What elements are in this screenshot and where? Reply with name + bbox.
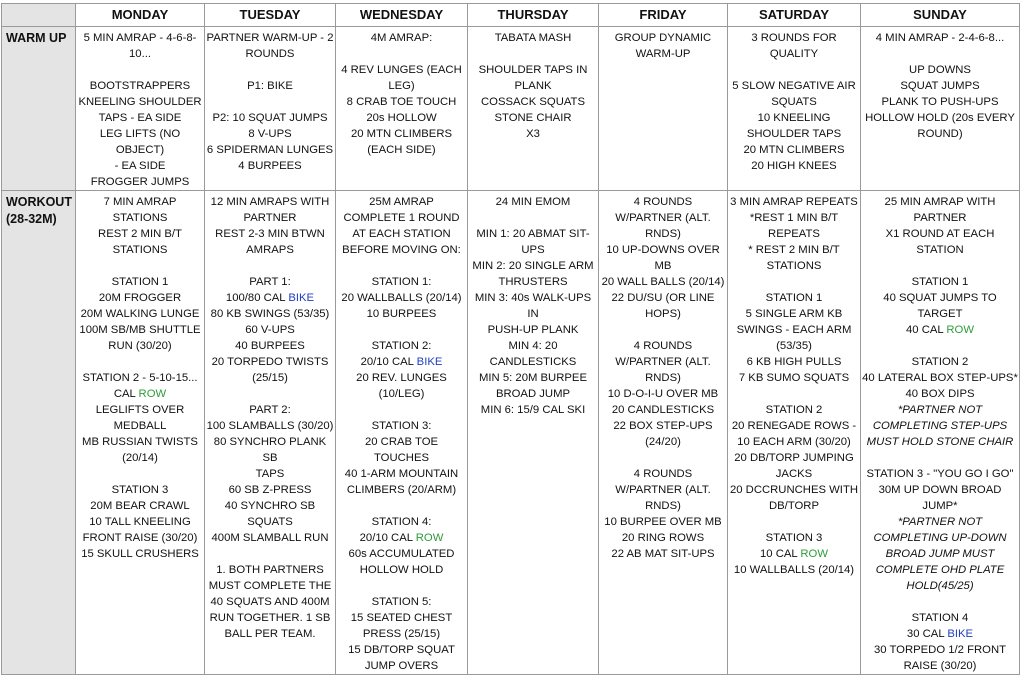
day-header-sunday: SUNDAY (861, 4, 1020, 27)
workout-row-label: WORKOUT (28-32M) (2, 191, 76, 675)
warmup-row (2, 27, 1020, 191)
workout-text: 7 MIN AMRAP STATIONS REST 2 MIN B/T STATIONS STATION 1 20M FROGGER 20M WALKING LUNGE 100M SB/MB SHUTTLE RUN (30/20) STATION 2 - 5-10-15... CAL (79, 196, 201, 400)
workout-sunday (861, 191, 1020, 675)
workout-text: 10 WALLBALLS (20/14) (733, 564, 855, 576)
workout-wednesday (336, 191, 468, 675)
workout-text: 12 MIN AMRAPS WITH PARTNER REST 2-3 MIN BTWN AMRAPS PART 1: 100/80 CAL (210, 196, 330, 304)
workout-text: 30 TORPEDO 1/2 FRONT RAISE (30/20) (873, 644, 1007, 672)
bike-highlight: BIKE (947, 628, 974, 640)
partner-note: *PARTNER NOT COMPLETING UP-DOWN BROAD JUMP MUST COMPLETE OHD PLATE HOLD(45/25) (873, 516, 1007, 592)
day-header-monday: MONDAY (76, 4, 205, 27)
day-header-tuesday: TUESDAY (205, 4, 336, 27)
warmup-friday: GROUP DYNAMIC WARM-UP (599, 27, 728, 191)
warmup-thursday: TABATA MASH SHOULDER TAPS IN PLANK COSSACK SQUATS STONE CHAIR X3 (468, 27, 599, 191)
workout-text: LEGLIFTS OVER MEDBALL MB RUSSIAN TWISTS (20/14) STATION 3 20M BEAR CRAWL 10 TALL KNEELING FRONT RAISE (30/20) 15 SKULL CRUSHERS (81, 404, 199, 560)
warmup-row-label: WARM UP (2, 27, 76, 191)
day-header-saturday: SATURDAY (728, 4, 861, 27)
workout-text: STATION 4 30 CAL (906, 612, 969, 640)
weekly-workout-schedule (1, 3, 1020, 675)
day-header-wednesday: WEDNESDAY (336, 4, 468, 27)
workout-saturday (728, 191, 861, 675)
workout-text: 60s ACCUMULATED HOLLOW HOLD STATION 5: 15 SEATED CHEST PRESS (25/15) 15 DB/TORP SQUAT JUMP OVERS (348, 548, 455, 672)
warmup-wednesday: 4M AMRAP: 4 REV LUNGES (EACH LEG) 8 CRAB TOE TOUCH 20s HOLLOW 20 MTN CLIMBERS (EACH SIDE) (336, 27, 468, 191)
workout-text: STATION 3 - "YOU GO I GO" 30M UP DOWN BROAD JUMP* (866, 468, 1014, 512)
workout-monday (76, 191, 205, 675)
workout-text: STATION 2 40 LATERAL BOX STEP-UPS* 40 BOX DIPS (862, 356, 1018, 400)
workout-text: 20 REV. LUNGES (10/LEG) STATION 3: 20 CRAB TOE TOUCHES 40 1-ARM MOUNTAIN CLIMBERS (20/ARM) STATION 4: 20/10 CAL (344, 372, 459, 544)
workout-text: 80 KB SWINGS (53/35) 60 V-UPS 40 BURPEES 20 TORPEDO TWISTS (25/15) PART 2: 100 SLAMBALLS (30/20) 80 SYNCHRO PLANK SB TAPS 60 SB Z-PRESS 40 SYNCHRO SB SQUATS 400M SLAMBALL RUN 1. BOTH PARTNERS MUST COMPLETE THE 40 SQUATS AND 400M RUN TOGETHER. 1 SB BALL PER TEAM. (206, 308, 334, 640)
day-header-thursday: THURSDAY (468, 4, 599, 27)
day-header-friday: FRIDAY (599, 4, 728, 27)
workout-text: 3 MIN AMRAP REPEATS *REST 1 MIN B/T REPEATS * REST 2 MIN B/T STATIONS STATION 1 5 SINGLE ARM KB SWINGS - EACH ARM (53/35) 6 KB HIGH PULLS 7 KB SUMO SQUATS STATION 2 20 RENEGADE ROWS - 10 EACH ARM (30/20) 20 DB/TORP JUMPING JACKS 20 DCCRUNCHES WITH DB/TORP STATION 3 10 CAL (729, 196, 859, 560)
warmup-sunday: 4 MIN AMRAP - 2-4-6-8... UP DOWNS SQUAT JUMPS PLANK TO PUSH-UPS HOLLOW HOLD (20s EVERY ROUND) (861, 27, 1020, 191)
row-highlight: ROW (800, 548, 828, 560)
row-highlight: ROW (138, 388, 167, 400)
warmup-saturday: 3 ROUNDS FOR QUALITY 5 SLOW NEGATIVE AIR SQUATS 10 KNEELING SHOULDER TAPS 20 MTN CLIMBERS 20 HIGH KNEES (728, 27, 861, 191)
workout-thursday: 24 MIN EMOM MIN 1: 20 ABMAT SIT- UPS MIN 2: 20 SINGLE ARM THRUSTERS MIN 3: 40s WALK-UPS IN PUSH-UP PLANK MIN 4: 20 CANDLESTICKS MIN 5: 20M BURPEE BROAD JUMP MIN 6: 15/9 CAL SKI (468, 191, 599, 675)
row-highlight: ROW (415, 532, 444, 544)
workout-text: 25M AMRAP COMPLETE 1 ROUND AT EACH STATION BEFORE MOVING ON: STATION 1: 20 WALLBALLS (20/14) 10 BURPEES STATION 2: 20/10 CAL (341, 196, 462, 368)
bike-highlight: BIKE (416, 356, 443, 368)
workout-row (2, 191, 1020, 675)
workout-text: 25 MIN AMRAP WITH PARTNER X1 ROUND AT EACH STATION STATION 1 40 SQUAT JUMPS TO TARGET 40 CAL (883, 196, 997, 336)
warmup-monday: 5 MIN AMRAP - 4-6-8- 10... BOOTSTRAPPERS KNEELING SHOULDER TAPS - EA SIDE LEG LIFTS (NO OBJECT) - EA SIDE FROGGER JUMPS (76, 27, 205, 191)
warmup-tuesday: PARTNER WARM-UP - 2 ROUNDS P1: BIKE P2: 10 SQUAT JUMPS 8 V-UPS 6 SPIDERMAN LUNGES 4 BURPEES (205, 27, 336, 191)
workout-tuesday (205, 191, 336, 675)
day-header-row (2, 4, 1020, 27)
workout-friday: 4 ROUNDS W/PARTNER (ALT. RNDS) 10 UP-DOWNS OVER MB 20 WALL BALLS (20/14) 22 DU/SU (OR LINE HOPS) 4 ROUNDS W/PARTNER (ALT. RNDS) 10 D-O-I-U OVER MB 20 CANDLESTICKS 22 BOX STEP-UPS (24/20) 4 ROUNDS W/PARTNER (ALT. RNDS) 10 BURPEE OVER MB 20 RING ROWS 22 AB MAT SIT-UPS (599, 191, 728, 675)
row-highlight: ROW (946, 324, 974, 336)
partner-note: *PARTNER NOT COMPLETING STEP-UPS MUST HOLD STONE CHAIR (866, 404, 1014, 448)
bike-highlight: BIKE (288, 292, 315, 304)
corner-cell (2, 4, 76, 27)
